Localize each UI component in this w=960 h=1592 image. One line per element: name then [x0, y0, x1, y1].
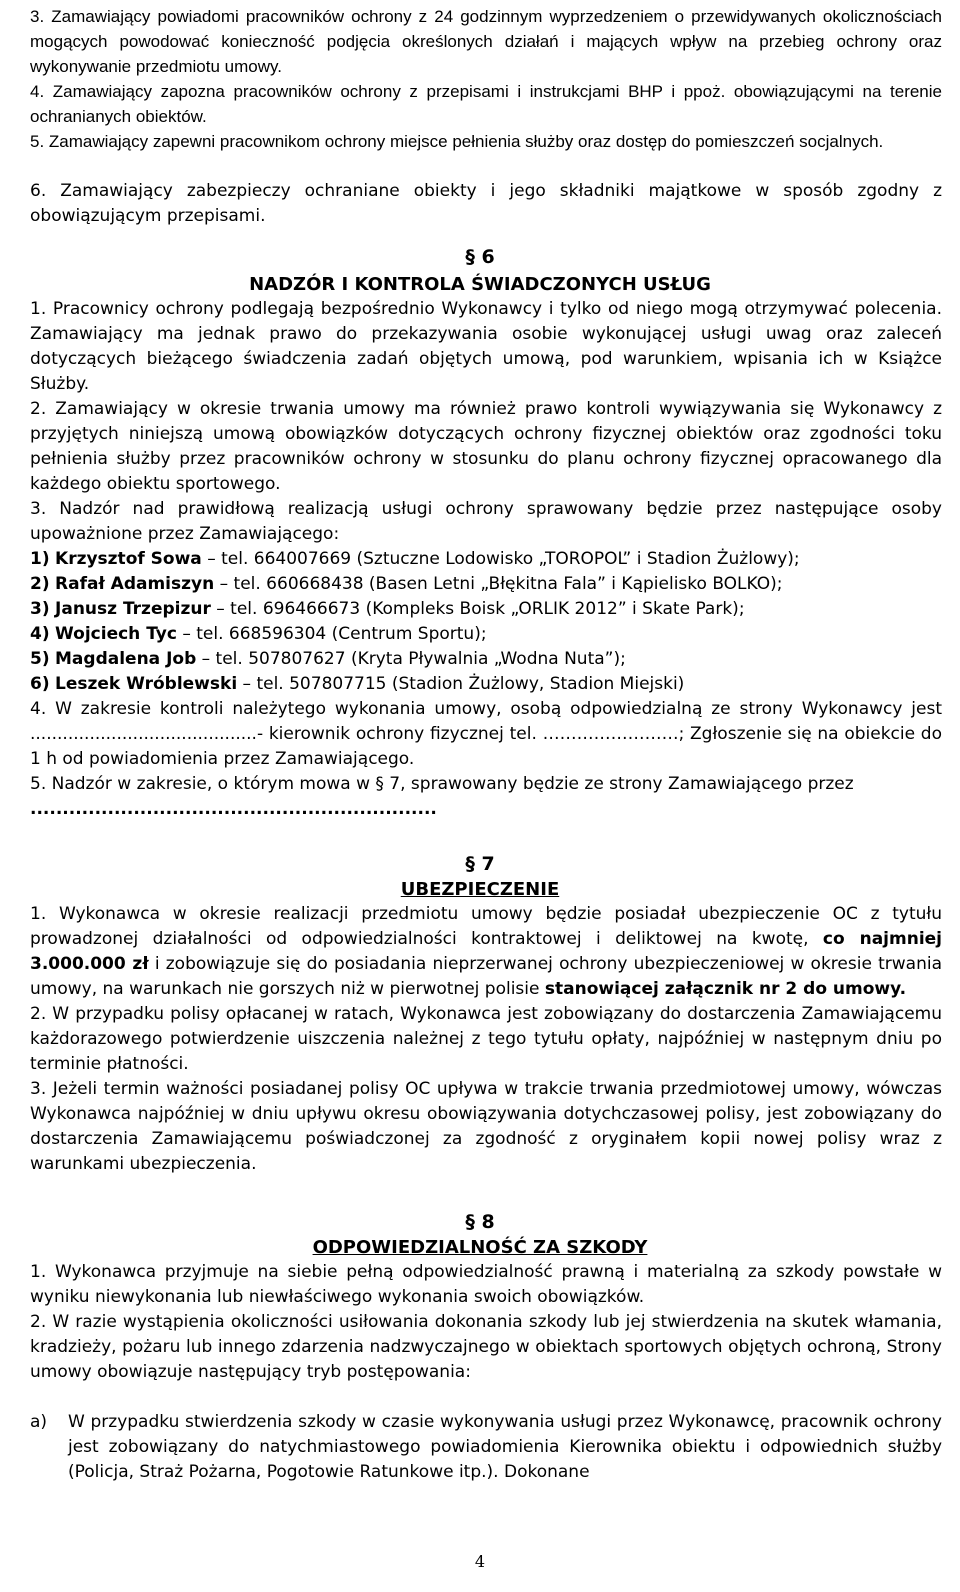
supervisor-details: – tel. 507807627 (Kryta Pływalnia „Wodna Nuta”); [196, 649, 626, 669]
supervisor-number: 5) [30, 649, 50, 669]
section-6-paragraph-3: 3. Nadzór nad prawidłową realizacją usługi ochrony sprawowany będzie przez następujące osoby upoważnione przez Zamawiającego: [30, 499, 942, 544]
supervisor-number: 6) [30, 674, 50, 694]
paragraph-top-4: 4. Zamawiający zapozna pracowników ochrony z przepisami i instrukcjami BHP i ppoż. obowiązującymi na terenie ochranianych obiektów. [30, 82, 942, 126]
item-a-label: a) [30, 1412, 48, 1432]
supervisor-entry-1 [30, 547, 942, 572]
supervisor-entry-5 [30, 647, 942, 672]
supervisor-number: 2) [30, 574, 50, 594]
section-6-paragraph-5: 5. Nadzór w zakresie, o którym mowa w § 7, sprawowany będzie ze strony Zamawiającego przez [30, 774, 854, 794]
section-7-paragraph-3: 3. Jeżeli termin ważności posiadanej polisy OC upływa w trakcie trwania przedmiotowej umowy, wówczas Wykonawca najpóźniej w dniu upływu okresu obowiązywania dotychczasowej polisy, jest zobowiązany do dostarczenia Zamawiającemu poświadczonej za zgodność z oryginałem kopii nowej polisy wraz z warunkami ubezpieczenia. [30, 1079, 942, 1174]
section-6-paragraph-1: 1. Pracownicy ochrony podlegają bezpośrednio Wykonawcy i tylko od niego mogą otrzymywać polecenia. Zamawiający ma jednak prawo do przekazywania osobie wykonującej usługi uwag oraz zaleceń dotyczących bieżącego świadczenia zadań objętych umową, pod warunkiem, wpisania ich w Książce Służby. [30, 299, 942, 394]
supervisor-details: – tel. 660668438 (Basen Letni „Błękitna Fala” i Kąpielisko BOLKO); [214, 574, 783, 594]
supervisor-entry-3 [30, 597, 942, 622]
section-8-paragraph-1: 1. Wykonawca przyjmuje na siebie pełną odpowiedzialność prawną i materialną za szkody powstałe w wyniku niewykonania lub niewłaściwego wykonania swoich obowiązków. [30, 1262, 942, 1307]
supervisor-number: 1) [30, 549, 50, 569]
supervisor-number: 3) [30, 599, 50, 619]
section-7-p1-text-cont: i zobowiązuje się do posiadania nieprzerwanej ochrony ubezpieczeniowej w okresie trwania umowy, na warunkach nie gorszych niż w pierwotnej polisie [30, 954, 943, 999]
section-6-paragraph-5-dots: ............................................................... [30, 799, 437, 819]
insurance-amount: co najmniej 3.000.000 zł [30, 929, 943, 974]
supervisor-name: Rafał Adamiszyn [55, 574, 215, 594]
section-8-paragraph-2: 2. W razie wystąpienia okoliczności usiłowania dokonania szkody lub jej stwierdzenia na skutek włamania, kradzieży, pożaru lub innego zdarzenia nadzwyczajnego w obiektach sportowych objętych ochroną, Strony umowy obowiązuje następujący tryb postępowania: [30, 1312, 942, 1382]
supervisor-details: – tel. 507807715 (Stadion Żużlowy, Stadion Miejski) [237, 674, 685, 694]
supervisor-details: – tel. 696466673 (Kompleks Boisk „ORLIK 2012” i Skate Park); [210, 599, 745, 619]
supervisor-entry-2 [30, 572, 942, 597]
section-8-title: ODPOWIEDZIALNOŚĆ ZA SZKODY [312, 1237, 648, 1258]
supervisor-name: Krzysztof Sowa [55, 549, 202, 569]
supervisor-entry-4 [30, 622, 942, 647]
section-7-paragraph-1 [30, 902, 942, 1002]
supervisor-name: Leszek Wróblewski [55, 674, 238, 694]
supervisor-name: Magdalena Job [55, 649, 197, 669]
section-8-item-a [30, 1410, 942, 1485]
supervisor-number: 4) [30, 624, 50, 644]
section-7-title: UBEZPIECZENIE [400, 879, 560, 900]
supervisor-name: Janusz Trzepizur [55, 599, 211, 619]
section-7-paragraph-2: 2. W przypadku polisy opłacanej w ratach, Wykonawca jest zobowiązany do dostarczenia Zamawiającemu każdorazowego potwierdzenie uiszczenia należnej z tego tytułu opłaty, najpóźniej w następnym dniu po terminie płatności. [30, 1004, 942, 1074]
paragraph-top-3: 3. Zamawiający powiadomi pracowników ochrony z 24 godzinnym wyprzedzeniem o przewidywanych okolicznościach mogących powodować konieczność podjęcia określonych działań i mających wpływ na przebieg ochrony oraz wykonywanie przedmiotu umowy. [30, 7, 942, 76]
section-6-number: § 6 [465, 246, 495, 268]
section-8-number: § 8 [465, 1211, 495, 1233]
section-6-paragraph-4: 4. W zakresie kontroli należytego wykonania umowy, osobą odpowiedzialną ze strony Wykonawcy jest ..........................................- kierownik ochrony fizycznej tel. ……………………; Zgłoszenie się na obiekcie do 1 h od powiadomienia przez Zamawiającego. [30, 699, 942, 769]
section-6-paragraph-2: 2. Zamawiający w okresie trwania umowy ma również prawo kontroli wywiązywania się Wykonawcy z przyjętych niniejszą umową obowiązków dotyczących ochrony fizycznej obiektów oraz zgodności toku pełnienia służby przez pracowników ochrony w stosunku do planu ochrony fizycznej opracowanego dla każdego obiektu sportowego. [30, 399, 942, 494]
supervisor-entry-6 [30, 672, 942, 697]
attachment-reference: stanowiącej załącznik nr 2 do umowy. [544, 979, 907, 999]
section-7-number: § 7 [465, 853, 495, 875]
paragraph-top-5: 5. Zamawiający zapewni pracownikom ochrony miejsce pełnienia służby oraz dostęp do pomieszczeń socjalnych. [30, 132, 884, 151]
section-6-title: NADZÓR I KONTROLA ŚWIADCZONYCH USŁUG [249, 274, 711, 295]
paragraph-top-6: 6. Zamawiający zabezpieczy ochraniane obiekty i jego składniki majątkowe w sposób zgodny z obowiązującym przepisami. [30, 181, 942, 226]
supervisor-details: – tel. 664007669 (Sztuczne Lodowisko „TOROPOL” i Stadion Żużlowy); [201, 549, 800, 569]
page-number: 4 [474, 1552, 486, 1571]
supervisor-name: Wojciech Tyc [55, 624, 177, 644]
supervisor-details: – tel. 668596304 (Centrum Sportu); [176, 624, 487, 644]
section-7-p1-text: 1. Wykonawca w okresie realizacji przedmiotu umowy będzie posiadał ubezpieczenie OC z tytułu prowadzonej działalności od odpowiedzialności kontraktowej i deliktowej na kwotę, [30, 904, 942, 949]
item-a-text: W przypadku stwierdzenia szkody w czasie wykonywania usługi przez Wykonawcę, pracownik ochrony jest zobowiązany do natychmiastowego powiadomienia Kierownika obiektu i odpowiednich służby (Policja, Straż Pożarna, Pogotowie Ratunkowe itp.). Dokonane [68, 1412, 942, 1482]
